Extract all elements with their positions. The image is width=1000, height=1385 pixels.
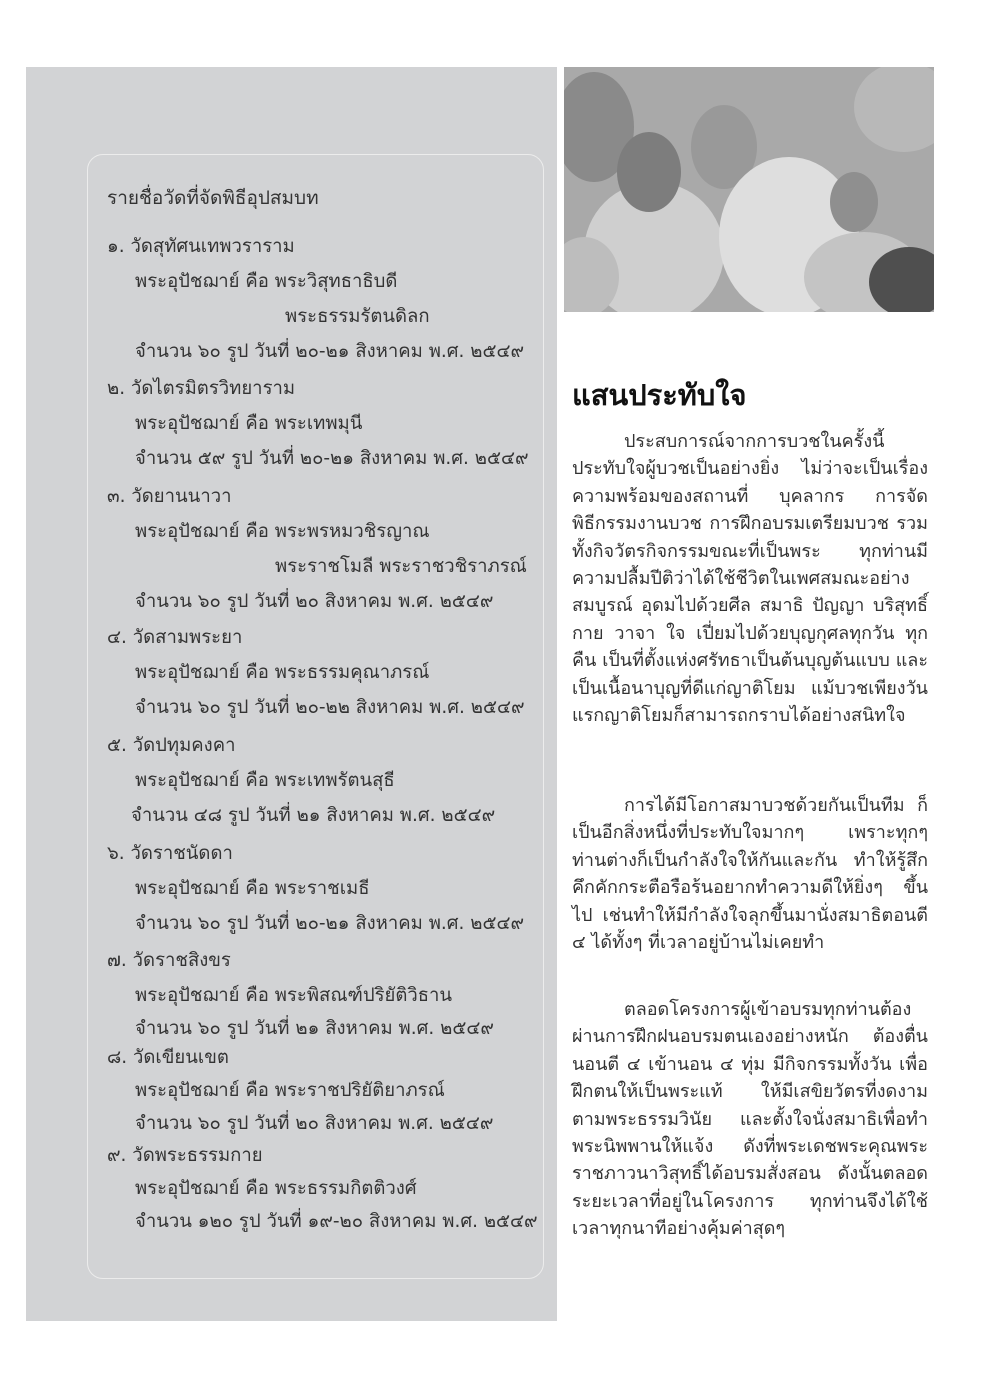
- ordination-count: จำนวน ๖๐ รูป วันที่ ๒๐ สิงหาคม พ.ศ. ๒๕๔๙: [135, 1113, 494, 1134]
- ordination-count: จำนวน ๖๐ รูป วันที่ ๒๐-๒๒ สิงหาคม พ.ศ. ๒๕๔๙: [135, 697, 525, 718]
- ordination-count: จำนวน ๖๐ รูป วันที่ ๒๐-๒๑ สิงหาคม พ.ศ. ๒๕๔๙: [135, 913, 525, 934]
- temple-name: ๑. วัดสุทัศนเทพวราราม: [107, 236, 295, 257]
- temple-name: ๖. วัดราชนัดดา: [107, 843, 233, 864]
- temple-name: ๒. วัดไตรมิตรวิทยาราม: [107, 378, 296, 399]
- article-paragraph-3: ตลอดโครงการผู้เข้าอบรมทุกท่านต้องผ่านการฝึกฝนอบรมตนเองอย่างหนัก ต้องตื่นนอนตี ๔ เข้านอน ๔ ทุ่ม มีกิจกรรมทั้งวัน เพื่อฝึกตนให้เป็นพระแท้ ให้มีเสขิยวัตรที่งดงามตามพระธรรมวินัย และตั้งใจนั่งสมาธิเพื่อทำพระนิพพานให้แจ้ง ดังที่พระเดชพระคุณพระราชภาวนาวิสุทธิ์ได้อบรมสั่งสอน ดังนั้นตลอดระยะเวลาที่อยู่ในโครงการ ทุกท่านจึงได้ใช้เวลาทุกนาทีอย่างคุ้มค่าสุดๆ: [572, 999, 928, 1240]
- temple-name: ๗. วัดราชสิงขร: [107, 950, 231, 971]
- ordination-count: จำนวน ๖๐ รูป วันที่ ๒๐-๒๑ สิงหาคม พ.ศ. ๒๕๔๙: [135, 341, 525, 362]
- ordination-count: จำนวน ๔๘ รูป วันที่ ๒๑ สิงหาคม พ.ศ. ๒๕๔๙: [131, 805, 496, 826]
- temple-name: ๘. วัดเขียนเขต: [107, 1047, 229, 1068]
- preceptor-line: พระอุปัชฌาย์ คือ พระพรหมวชิรญาณ: [135, 521, 430, 542]
- temple-name: ๕. วัดปทุมคงคา: [107, 735, 236, 756]
- ordination-count: จำนวน ๑๒๐ รูป วันที่ ๑๙-๒๐ สิงหาคม พ.ศ. ๒๕๔๙: [135, 1211, 538, 1232]
- preceptor-line: พระอุปัชฌาย์ คือ พระราชเมธี: [135, 878, 370, 899]
- preceptor-line: พระอุปัชฌาย์ คือ พระธรรมกิตติวงศ์: [135, 1178, 417, 1199]
- ordination-count: จำนวน ๕๙ รูป วันที่ ๒๐-๒๑ สิงหาคม พ.ศ. ๒๕๔๙: [135, 448, 529, 469]
- preceptor-line: พระอุปัชฌาย์ คือ พระธรรมคุณาภรณ์: [135, 662, 430, 683]
- monks-meditating-photo: [564, 67, 934, 312]
- article-paragraph-2: การได้มีโอกาสมาบวชด้วยกันเป็นทีม ก็เป็นอีกสิ่งหนึ่งที่ประทับใจมากๆ เพราะทุกๆ ท่านต่างก็เป็นกำลังใจให้กันและกัน ทำให้รู้สึกคึกคักกระตือรือร้นอยากทำความดีให้ยิ่งๆ ขึ้นไป เช่นทำให้มีกำลังใจลุกขึ้นมานั่งสมาธิตอนตี ๔ ได้ทั้งๆ ที่เวลาอยู่บ้านไม่เคยทำ: [572, 795, 928, 954]
- preceptor-line: พระอุปัชฌาย์ คือ พระวิสุทธาธิบดี: [135, 271, 398, 292]
- preceptor-line: พระอุปัชฌาย์ คือ พระราชปริยัติยาภรณ์: [135, 1080, 445, 1101]
- temple-list-title: รายชื่อวัดที่จัดพิธีอุปสมบท: [107, 187, 319, 209]
- temple-name: ๓. วัดยานนาวา: [107, 486, 232, 507]
- preceptor-line: พระอุปัชฌาย์ คือ พระพิสณฑ์ปริยัติวิธาน: [135, 985, 453, 1006]
- article-paragraph-1: ประสบการณ์จากการบวชในครั้งนี้ ประทับใจผู้บวชเป็นอย่างยิ่ง ไม่ว่าจะเป็นเรื่องความพร้อมของสถานที่ บุคลากร การจัดพิธีกรรมงานบวช การฝึกอบรมเตรียมบวช รวมทั้งกิจวัตรกิจกรรมขณะที่เป็นพระ ทุกท่านมีความปลื้มปีติว่าได้ใช้ชีวิตในเพศสมณะอย่างสมบูรณ์ อุดมไปด้วยศีล สมาธิ ปัญญา บริสุทธิ์กาย วาจา ใจ เปี่ยมไปด้วยบุญกุศลทุกวัน ทุกคืน เป็นที่ตั้งแห่งศรัทธาเป็นต้นบุญต้นแบบ และเป็นเนื้อนาบุญที่ดีแก่ญาติโยม แม้บวชเพียงวันแรกญาติโยมก็สามารถกราบได้อย่างสนิทใจ: [572, 431, 928, 727]
- preceptor-line-2: พระธรรมรัตนดิลก: [285, 306, 430, 327]
- preceptor-line: พระอุปัชฌาย์ คือ พระเทพมุนี: [135, 413, 363, 434]
- temple-name: ๔. วัดสามพระยา: [107, 627, 243, 648]
- photo-illustration: [564, 67, 934, 312]
- article-heading: แสนประทับใจ: [572, 378, 747, 412]
- preceptor-line: พระอุปัชฌาย์ คือ พระเทพรัตนสุธี: [135, 770, 395, 791]
- temple-name: ๙. วัดพระธรรมกาย: [107, 1145, 263, 1166]
- preceptor-line-2: พระราชโมลี พระราชวชิราภรณ์: [275, 556, 527, 577]
- ordination-count: จำนวน ๖๐ รูป วันที่ ๒๑ สิงหาคม พ.ศ. ๒๕๔๙: [135, 1018, 494, 1039]
- ordination-count: จำนวน ๖๐ รูป วันที่ ๒๐ สิงหาคม พ.ศ. ๒๕๔๙: [135, 591, 494, 612]
